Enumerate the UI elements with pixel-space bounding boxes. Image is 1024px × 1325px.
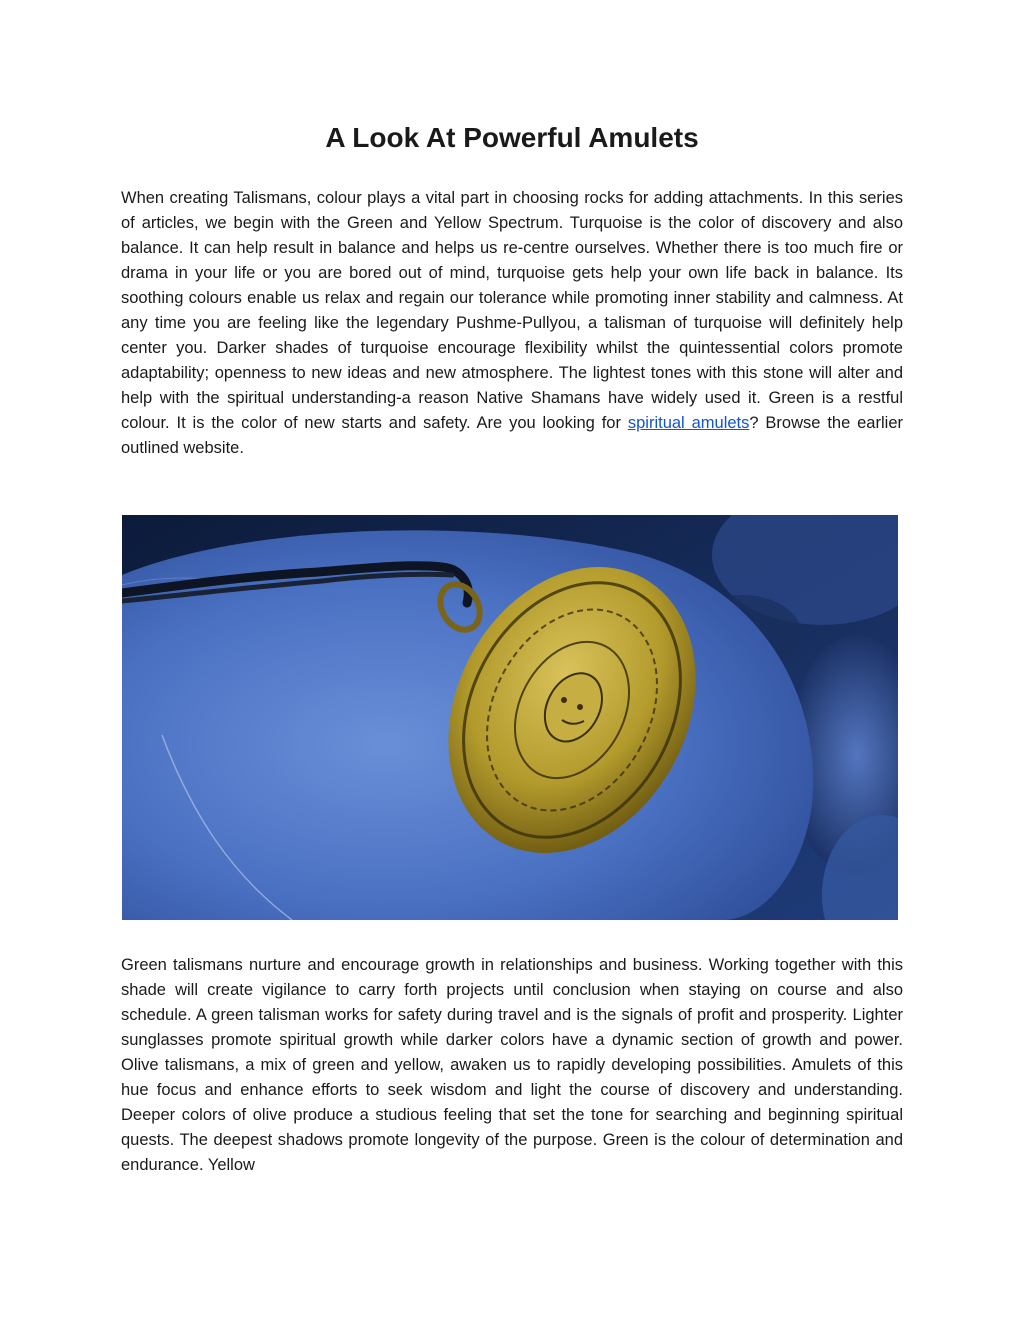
page-title: A Look At Powerful Amulets: [325, 122, 699, 153]
intro-text-end: ? Browse the earlier outlined website.: [121, 414, 903, 457]
growth-paragraph: Green talismans nurture and encourage growth in relationships and business. Working together with this shade will create vigilance to carry forth projects until conclusion when staying on course and also schedule. A green talisman works for safety during travel and is the signals of profit and prosperity. Lighter sunglasses promote spiritual growth while darker colors have a dynamic section of growth and power. Olive talismans, a mix of green and yellow, awaken us to rapidly developing possibilities. Amulets of this hue focus and enhance efforts to seek wisdom and light the course of discovery and understanding. Deeper colors of olive produce a studious feeling that set the tone for searching and beginning spiritual quests. The deepest shadows promote longevity of the purpose. Green is the colour of determination and endurance. Yellow: [121, 956, 903, 1174]
spiritual-amulets-link[interactable]: spiritual amulets: [627, 414, 750, 432]
intro-text: When creating Talismans, colour plays a vital part in choosing rocks for adding attachments. In this series of articles, we begin with the Green and Yellow Spectrum. Turquoise is the color of discovery and also balance. It can help result in balance and helps us re-centre ourselves. Whether there is too much fire or drama in your life or you are bored out of mind, turquoise gets help your own life back in balance. Its soothing colours enable us relax and regain our tolerance while promoting inner stability and calmness. At any time you are feeling like the legendary Pushme-Pullyou, a talisman of turquoise will definitely help center you. Darker shades of turquoise encourage flexibility whilst the quintessential colors promote adaptability; openness to new ideas and new atmosphere. The lightest tones with this stone will alter and help with the spiritual understanding-a reason Native Shamans have widely used it. Green is a restful colour. It is the color of new starts and safety. Are you looking for: [121, 189, 903, 432]
amulet-on-stone-photo: [122, 515, 898, 920]
intro-paragraph: [121, 186, 903, 461]
